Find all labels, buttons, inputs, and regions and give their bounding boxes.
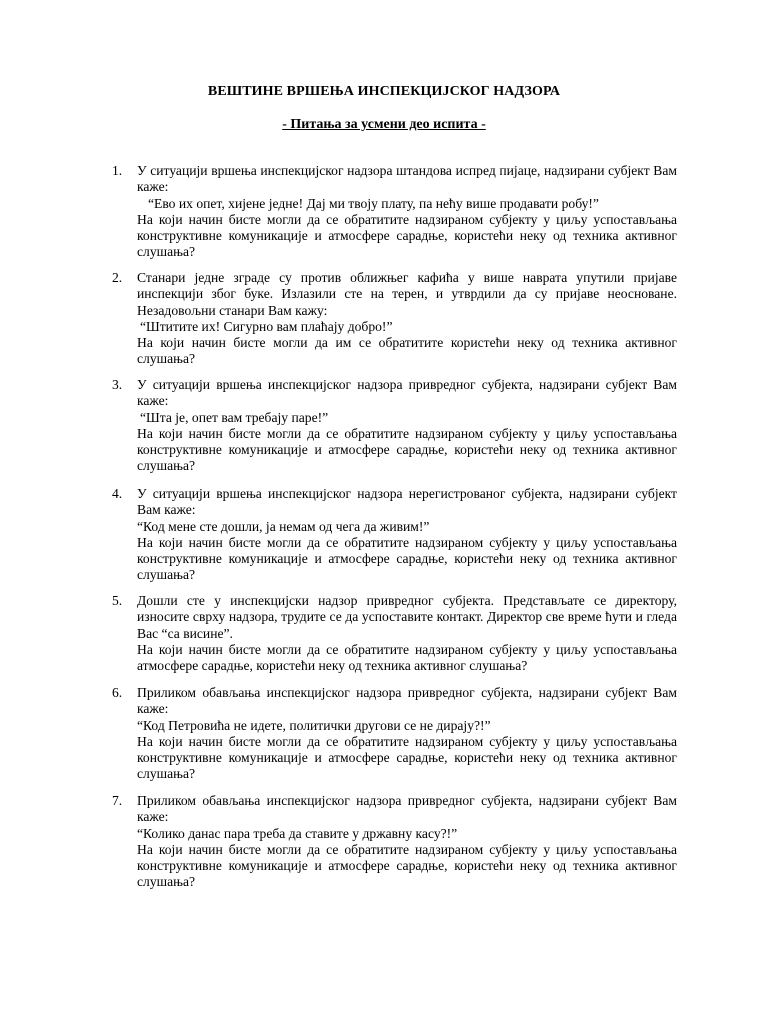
question-text: На који начин бисте могли да се обратитите надзираном субјекту у циљу успостављања атмосфере сарадње, користећи неку од техника активног слушања? xyxy=(137,641,677,674)
question-text: На који начин бисте могли да се обратитите надзираном субјекту у циљу успостављања конструктивне комуникације и атмосфере сарадње, користећи неку од техника активног слушања? xyxy=(137,211,677,260)
question-quote: “Ево их опет, хијене једне! Дај ми твоју плату, па нећу више продавати робу!” xyxy=(148,195,599,211)
question-quote: “Штитите их! Сигурно вам плаћају добро!” xyxy=(140,318,393,334)
question-text: На који начин бисте могли да се обратитите надзираном субјекту у циљу успостављања конструктивне комуникације и атмосфере сарадње, користећи неку од техника активног слушања? xyxy=(137,841,677,890)
question-intro: Станари једне зграде су против оближњег кафића у више наврата упутили пријаве инспекцији због буке. Излазили сте на терен, и утврдили да су пријаве неосноване. Незадовољни станари Вам кажу: xyxy=(137,270,677,318)
question-item xyxy=(112,593,677,674)
question-item xyxy=(112,486,677,584)
question-item xyxy=(112,377,677,475)
question-quote: “Код мене сте дошли, ја немам од чега да живим!” xyxy=(137,518,430,534)
question-text: На који начин бисте могли да се обратитите надзираном субјекту у циљу успостављања конструктивне комуникације и атмосфере сарадње, користећи неку од техника активног слушања? xyxy=(137,534,677,583)
question-text: На који начин бисте могли да се обратитите надзираном субјекту у циљу успостављања конструктивне комуникације и атмосфере сарадње, користећи неку од техника активног слушања? xyxy=(137,733,677,782)
question-item xyxy=(112,793,677,891)
question-quote: “Код Петровића не идете, политички другови се не дирају?!” xyxy=(137,717,491,733)
question-intro: Приликом обављања инспекцијског надзора привредног субјекта, надзирани субјект Вам каже: xyxy=(137,685,677,717)
document-title: ВЕШТИНЕ ВРШЕЊА ИНСПЕКЦИЈСКОГ НАДЗОРА xyxy=(207,84,561,99)
question-item xyxy=(112,685,677,783)
question-intro: У ситуацији вршења инспекцијског надзора привредног субјекта, надзирани субјект Вам каже: xyxy=(137,377,677,409)
question-number: 4. xyxy=(112,486,123,501)
question-intro: У ситуацији вршења инспекцијског надзора штандова испред пијаце, надзирани субјект Вам каже: xyxy=(137,163,677,195)
question-quote: “Шта је, опет вам требају паре!” xyxy=(140,409,329,425)
question-text: На који начин бисте могли да им се обратитите користећи неку од техника активног слушања? xyxy=(137,335,677,367)
question-number: 6. xyxy=(112,685,123,700)
question-number: 2. xyxy=(112,270,123,285)
question-item xyxy=(112,163,677,261)
question-number: 5. xyxy=(112,593,123,608)
question-number: 7. xyxy=(112,793,123,808)
question-number: 1. xyxy=(112,163,123,178)
question-text: На који начин бисте могли да се обратитите надзираном субјекту у циљу успостављања конструктивне комуникације и атмосфере сарадње, користећи неку од техника активног слушања? xyxy=(137,425,677,474)
question-item xyxy=(112,270,677,368)
question-number: 3. xyxy=(112,377,123,392)
document-subtitle: - Питања за усмени део испита - xyxy=(282,117,486,132)
question-intro: Приликом обављања инспекцијског надзора привредног субјекта, надзирани субјект Вам каже: xyxy=(137,793,677,825)
question-intro: Дошли сте у инспекцијски надзор привредног субјекта. Представљате се директору, износите сврху надзора, трудите се да успоставите контакт. Директор све време ћути и гледа Вас “са висине”. xyxy=(137,593,677,641)
question-intro: У ситуацији вршења инспекцијског надзора нерегистрованог субјекта, надзирани субјект Вам каже: xyxy=(137,486,677,518)
question-quote: “Колико данас пара треба да ставите у државну касу?!” xyxy=(137,825,458,841)
